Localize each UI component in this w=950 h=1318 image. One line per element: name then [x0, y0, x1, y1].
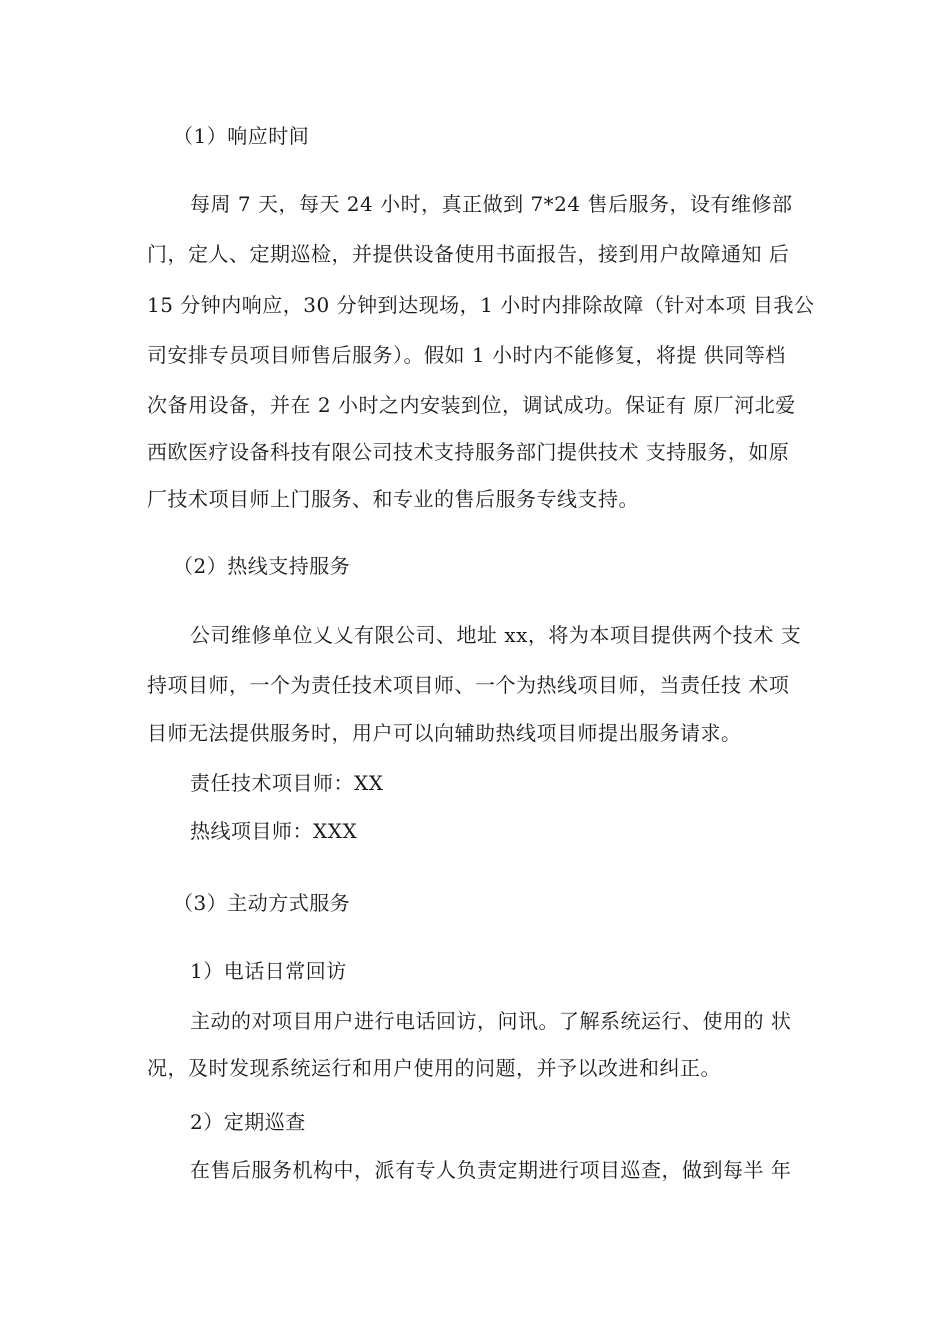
paragraph-line: 目师无法提供服务时，用户可以向辅助热线项目师提出服务请求。 — [147, 721, 742, 745]
paragraph-line: 厂技术项目师上门服务、和专业的售后服务专线支持。 — [147, 487, 639, 511]
paragraph-line: 况，及时发现系统运行和用户使用的问题，并予以改进和纠正。 — [147, 1056, 721, 1080]
paragraph-line: 每周 7 天，每天 24 小时，真正做到 7*24 售后服务，设有维修部 — [190, 192, 793, 216]
paragraph-line: 持项目师，一个为责任技术项目师、一个为热线项目师，当责任技 术项 — [147, 673, 790, 697]
paragraph-line: 门，定人、定期巡检，并提供设备使用书面报告，接到用户故障通知 后 — [147, 242, 790, 266]
subsection-title-2: 2）定期巡查 — [190, 1110, 306, 1134]
contact-hotline-engineer: 热线项目师：XXX — [190, 819, 358, 843]
paragraph-line: 次备用设备，并在 2 小时之内安装到位，调试成功。保证有 原厂河北爱 — [147, 393, 796, 417]
section-heading-1: （1）响应时间 — [173, 124, 310, 148]
section-heading-2: （2）热线支持服务 — [173, 554, 351, 578]
paragraph-line: 西欧医疗设备科技有限公司技术支持服务部门提供技术 支持服务，如原 — [147, 440, 790, 464]
section-heading-3: （3）主动方式服务 — [173, 891, 351, 915]
subsection-title-1: 1）电话日常回访 — [190, 959, 347, 983]
paragraph-line: 15 分钟内响应，30 分钟到达现场，1 小时内排除故障（针对本项 目我公 — [147, 293, 815, 317]
paragraph-line: 主动的对项目用户进行电话回访，问讯。了解系统运行、使用的 状 — [190, 1009, 792, 1033]
contact-responsible-engineer: 责任技术项目师：XX — [190, 771, 384, 795]
paragraph-line: 公司维修单位乂乂有限公司、地址 xx，将为本项目提供两个技术 支 — [190, 623, 802, 647]
paragraph-line: 司安排专员项目师售后服务）。假如 1 小时内不能修复，将提 供同等档 — [147, 343, 786, 367]
paragraph-line: 在售后服务机构中，派有专人负责定期进行项目巡查，做到每半 年 — [190, 1158, 792, 1182]
